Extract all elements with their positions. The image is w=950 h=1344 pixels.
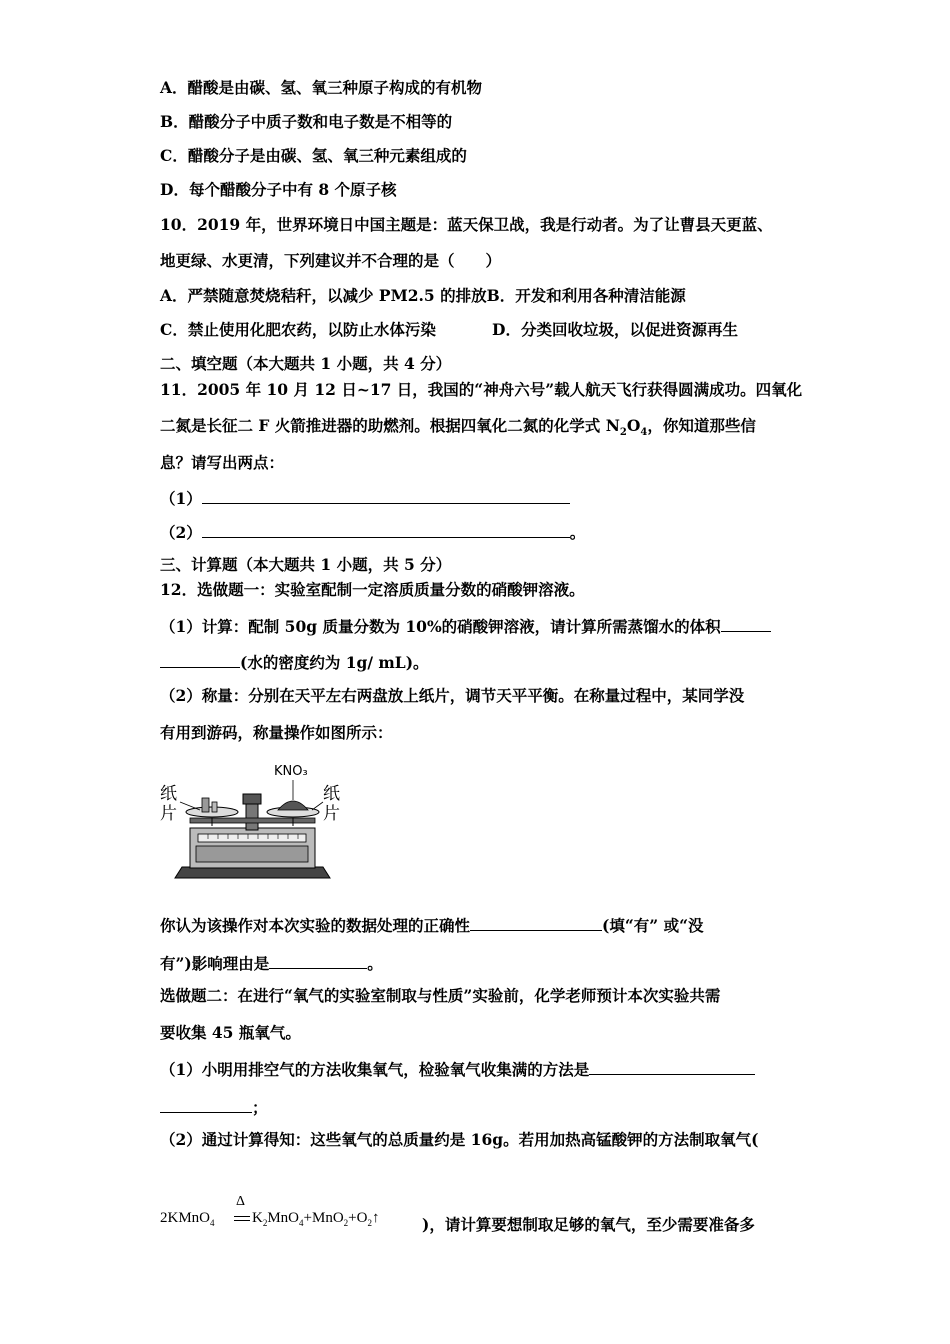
section-3-heading: 三、计算题（本大题共 1 小题，共 5 分） — [160, 555, 452, 574]
kmno4-equation — [160, 1196, 460, 1240]
q12-calc-blank-b[interactable] — [160, 651, 240, 668]
q12-o1-blank-b[interactable] — [160, 1096, 252, 1113]
right-paper-label — [323, 784, 340, 824]
q11-part2 — [160, 521, 585, 543]
q11-line3: 息？请写出两点： — [160, 453, 285, 472]
q12-o2-line1: （2）通过计算得知：这些氧气的总质量约是 16g。若用加热高锰酸钾的方法制取氧气( — [160, 1130, 759, 1149]
balance-figure — [160, 762, 345, 884]
weight-large — [202, 798, 209, 812]
q11-part1-label: （1） — [160, 489, 202, 508]
q12-title: 12．选做题一：实验室配制一定溶质质量分数的硝酸钾溶液。 — [160, 580, 585, 599]
q11-line2-b: O — [626, 416, 641, 435]
kno3-pile — [278, 801, 308, 810]
weight-small — [212, 802, 217, 812]
q11-answer-1-blank[interactable] — [202, 487, 570, 504]
q12-o1-semicolon: ； — [252, 1098, 268, 1117]
eq-mno2: +MnO — [303, 1210, 344, 1226]
q12-calc-note: (水的密度约为 1g/ mL)。 — [240, 653, 429, 672]
eq-delta: Δ — [236, 1194, 246, 1209]
q11-part2-period: 。 — [569, 523, 586, 542]
q9-option-d: D．每个醋酸分子中有 8 个原子核 — [160, 180, 397, 199]
q12-judge-line1 — [160, 914, 704, 936]
q11-part2-label: （2） — [160, 523, 202, 542]
eq-o2-sub: 2 — [367, 1218, 372, 1228]
left-paper-label-1: 纸 — [160, 784, 177, 804]
q12-calc-line2 — [160, 651, 429, 673]
q12-judge-text-a: 你认为该操作对本次实验的数据处理的正确性 — [160, 916, 471, 935]
q12-o1-blank-a[interactable] — [589, 1058, 755, 1075]
q11-answer-2-blank[interactable] — [202, 521, 570, 538]
q12-calc-text: （1）计算：配制 50g 质量分数为 10%的硝酸钾溶液，请计算所需蒸馏水的体积 — [160, 617, 721, 636]
q12-calc-blank-a[interactable] — [721, 615, 771, 632]
eq-k-sub: 2 — [262, 1218, 268, 1228]
q11-line2-c: ，你知道那些信 — [647, 416, 756, 435]
eq-lhs-sub: 4 — [210, 1218, 215, 1228]
section-2-heading: 二、填空题（本大题共 1 小题，共 4 分） — [160, 354, 452, 373]
balance-illustration — [160, 762, 345, 884]
eq-mno2-sub: 2 — [343, 1218, 349, 1228]
q10-option-d: D．分类回收垃圾，以促进资源再生 — [492, 320, 738, 339]
q11-line2-a: 二氮是长征二 F 火箭推进器的助燃剂。根据四氧化二氮的化学式 N — [160, 416, 620, 435]
balance-pillar — [246, 802, 258, 830]
q12-o1-line1 — [160, 1058, 755, 1080]
balance-base — [175, 867, 330, 878]
q12-weigh-line2: 有用到游码，称量操作如图所示： — [160, 723, 393, 742]
q12-opt2-line1: 选做题二：在进行“氧气的实验室制取与性质”实验前，化学老师预计本次实验共需 — [160, 986, 721, 1005]
eq-rhs — [252, 1210, 379, 1228]
eq-gas-arrow: ↑ — [371, 1210, 380, 1226]
eq-mno4-sub: 4 — [299, 1218, 304, 1228]
q12-reason-period: 。 — [367, 954, 383, 973]
q12-o1-text: （1）小明用排空气的方法收集氧气，检验氧气收集满的方法是 — [160, 1060, 590, 1079]
eq-lhs-formula: 2KMnO — [160, 1210, 211, 1226]
q11-line2 — [160, 416, 756, 443]
balance-pointer-head — [243, 794, 261, 804]
q11-sub-2: 2 — [619, 427, 627, 439]
q12-judge-text-b: (填“有” 或“没 — [602, 916, 704, 935]
q12-reason-text: 有”)影响理由是 — [160, 954, 270, 973]
left-paper-label-2: 片 — [160, 804, 177, 824]
right-paper-leader — [312, 802, 323, 810]
q10-stem-line2: 地更绿、水更清，下列建议并不合理的是（ ） — [160, 251, 502, 270]
eq-mno4: MnO — [267, 1210, 300, 1226]
q9-option-a: A．醋酸是由碳、氢、氧三种原子构成的有机物 — [160, 78, 483, 97]
q9-option-c: C．醋酸分子是由碳、氢、氧三种元素组成的 — [160, 146, 467, 165]
q12-calc-line1 — [160, 615, 771, 637]
balance-beam — [190, 818, 315, 823]
q12-o2-line2: )，请计算要想制取足够的氧气，至少需要准备多 — [422, 1215, 755, 1234]
q11-sub-4: 4 — [640, 427, 648, 439]
q12-judge-line2 — [160, 952, 383, 974]
eq-o2: +O — [348, 1210, 368, 1226]
q12-opt2-line2: 要收集 45 瓶氧气。 — [160, 1023, 301, 1042]
q9-option-b: B．醋酸分子中质子数和电子数是不相等的 — [160, 112, 453, 131]
q12-weigh-line1: （2）称量：分别在天平左右两盘放上纸片，调节天平平衡。在称量过程中，某同学没 — [160, 686, 745, 705]
q10-stem-line1: 10．2019 年，世界环境日中国主题是：蓝天保卫战，我是行动者。为了让曹县天更蓝、 — [160, 215, 773, 234]
q11-line1: 11．2005 年 10 月 12 日~17 日，我国的“神舟六号”载人航天飞行获得圆满成功。四氧化 — [160, 380, 803, 399]
q12-reason-blank[interactable] — [269, 952, 367, 969]
kno3-label: KNO₃ — [274, 764, 308, 779]
eq-line-bottom — [234, 1220, 250, 1221]
q12-judge-blank[interactable] — [470, 914, 602, 931]
eq-lhs — [160, 1210, 215, 1228]
eq-line-top — [234, 1216, 250, 1217]
left-paper-leader — [180, 802, 200, 810]
q12-o1-line2 — [160, 1096, 268, 1118]
eq-k: K — [252, 1210, 263, 1226]
left-paper-label — [160, 784, 177, 824]
right-paper-label-1: 纸 — [323, 784, 340, 804]
balance-scale-bar — [198, 834, 306, 842]
q10-option-c: C．禁止使用化肥农药，以防止水体污染 — [160, 320, 436, 339]
balance-drawer — [196, 846, 308, 862]
right-paper-label-2: 片 — [323, 804, 340, 824]
q10-options-ab: A．严禁随意焚烧秸秆，以减少 PM2.5 的排放B．开发和利用各种清洁能源 — [160, 286, 686, 305]
q11-part1 — [160, 487, 570, 509]
